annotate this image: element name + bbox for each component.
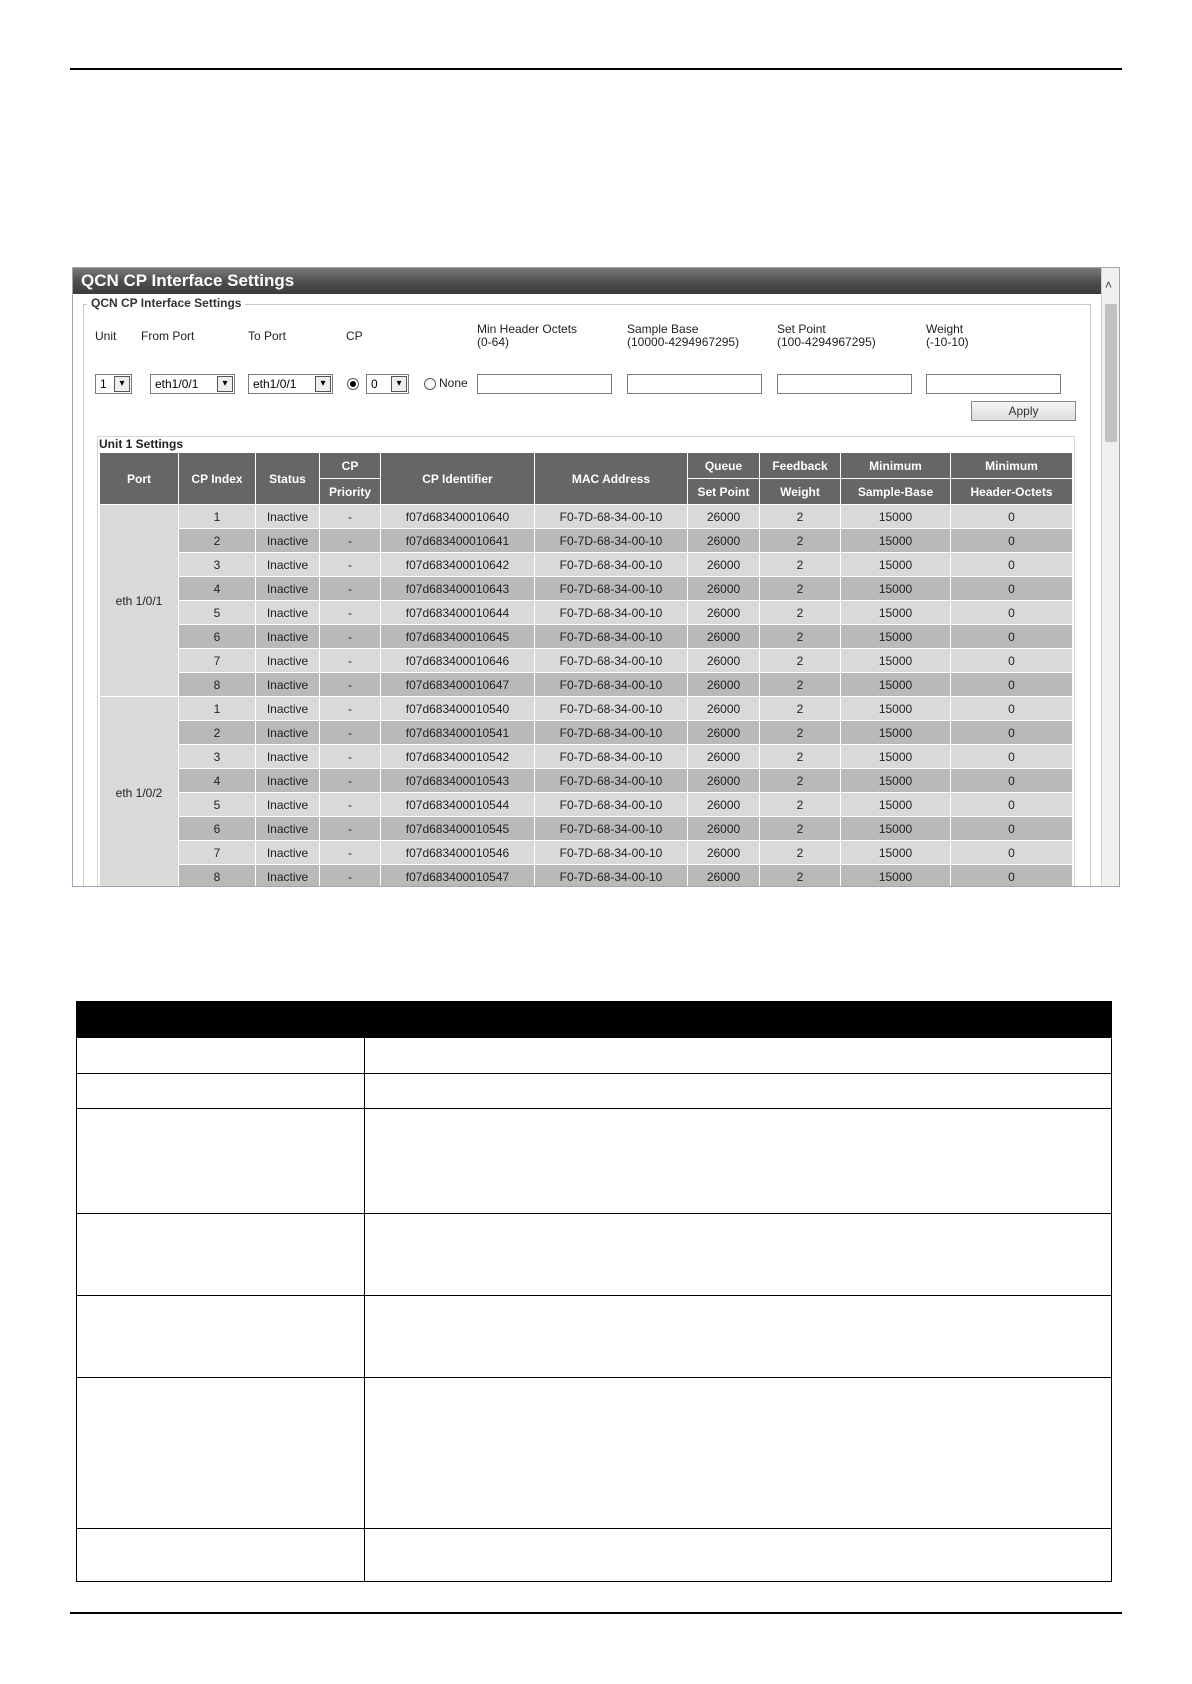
col-port: Port bbox=[100, 453, 179, 505]
cell-mac-address: F0-7D-68-34-00-10 bbox=[535, 697, 688, 721]
cell-status: Inactive bbox=[256, 577, 320, 601]
set-point-range: (100-4294967295) bbox=[777, 335, 876, 349]
panel-title: QCN CP Interface Settings bbox=[73, 268, 1101, 294]
cell-cp-priority: - bbox=[320, 697, 381, 721]
cell-cp-index: 1 bbox=[179, 505, 256, 529]
cell-feedback-weight: 2 bbox=[760, 865, 841, 888]
cell-min-sample-base: 15000 bbox=[841, 745, 951, 769]
cell-min-sample-base: 15000 bbox=[841, 817, 951, 841]
cell-min-header-octets: 0 bbox=[951, 553, 1073, 577]
cell-status: Inactive bbox=[256, 505, 320, 529]
cell-feedback-weight: 2 bbox=[760, 577, 841, 601]
cell-min-header-octets: 0 bbox=[951, 841, 1073, 865]
table-row bbox=[100, 649, 1073, 673]
cell-queue-set-point: 26000 bbox=[688, 865, 760, 888]
cell-feedback-weight: 2 bbox=[760, 649, 841, 673]
desc-header-description bbox=[364, 1002, 1111, 1038]
cell-cp-priority: - bbox=[320, 673, 381, 697]
cell-cp-identifier: f07d683400010642 bbox=[381, 553, 535, 577]
qcn-cp-interface-panel bbox=[72, 267, 1120, 887]
table-row bbox=[100, 577, 1073, 601]
from-port-select[interactable] bbox=[150, 374, 235, 394]
cell-min-sample-base: 15000 bbox=[841, 841, 951, 865]
cell-status: Inactive bbox=[256, 553, 320, 577]
cell-cp-priority: - bbox=[320, 841, 381, 865]
table-row bbox=[100, 745, 1073, 769]
cell-cp-index: 3 bbox=[179, 745, 256, 769]
cell-cp-priority: - bbox=[320, 601, 381, 625]
desc-row-param bbox=[77, 1214, 365, 1296]
set-point-label: Set Point bbox=[777, 322, 826, 336]
cell-feedback-weight: 2 bbox=[760, 841, 841, 865]
col-status: Status bbox=[256, 453, 320, 505]
cell-min-header-octets: 0 bbox=[951, 697, 1073, 721]
col-feedback-bottom: Weight bbox=[760, 479, 841, 505]
col-queue-bottom: Set Point bbox=[688, 479, 760, 505]
table-row bbox=[100, 793, 1073, 817]
cell-cp-priority: - bbox=[320, 793, 381, 817]
cell-mac-address: F0-7D-68-34-00-10 bbox=[535, 769, 688, 793]
cell-cp-priority: - bbox=[320, 745, 381, 769]
cell-queue-set-point: 26000 bbox=[688, 697, 760, 721]
cell-min-header-octets: 0 bbox=[951, 865, 1073, 888]
cell-status: Inactive bbox=[256, 625, 320, 649]
cp-select[interactable] bbox=[366, 374, 409, 394]
cell-mac-address: F0-7D-68-34-00-10 bbox=[535, 529, 688, 553]
vertical-scrollbar[interactable] bbox=[1101, 268, 1119, 887]
col-cp-index: CP Index bbox=[179, 453, 256, 505]
desc-row-desc bbox=[364, 1074, 1111, 1109]
cell-cp-priority: - bbox=[320, 649, 381, 673]
col-cp-priority-top: CP bbox=[320, 453, 381, 479]
weight-label: Weight bbox=[926, 322, 964, 336]
cell-cp-index: 6 bbox=[179, 625, 256, 649]
header-rule bbox=[70, 68, 1122, 70]
cell-queue-set-point: 26000 bbox=[688, 649, 760, 673]
cell-min-sample-base: 15000 bbox=[841, 577, 951, 601]
cell-mac-address: F0-7D-68-34-00-10 bbox=[535, 553, 688, 577]
desc-row-param bbox=[77, 1038, 365, 1074]
cp-value-radio[interactable] bbox=[347, 378, 359, 390]
none-label: None bbox=[439, 376, 468, 390]
cell-min-sample-base: 15000 bbox=[841, 697, 951, 721]
cell-queue-set-point: 26000 bbox=[688, 721, 760, 745]
cell-cp-index: 2 bbox=[179, 721, 256, 745]
cell-cp-identifier: f07d683400010640 bbox=[381, 505, 535, 529]
cell-min-header-octets: 0 bbox=[951, 817, 1073, 841]
table-row bbox=[100, 841, 1073, 865]
chevron-down-icon[interactable]: ▾ bbox=[391, 376, 407, 392]
cell-min-sample-base: 15000 bbox=[841, 625, 951, 649]
cell-cp-index: 5 bbox=[179, 601, 256, 625]
cell-cp-identifier: f07d683400010647 bbox=[381, 673, 535, 697]
cell-mac-address: F0-7D-68-34-00-10 bbox=[535, 505, 688, 529]
table-row bbox=[100, 505, 1073, 529]
cell-cp-identifier: f07d683400010644 bbox=[381, 601, 535, 625]
cp-none-radio[interactable] bbox=[424, 378, 436, 390]
weight-input[interactable] bbox=[926, 374, 1061, 394]
unit-label: Unit bbox=[95, 329, 117, 343]
table-row bbox=[100, 697, 1073, 721]
cell-min-header-octets: 0 bbox=[951, 721, 1073, 745]
cell-mac-address: F0-7D-68-34-00-10 bbox=[535, 865, 688, 888]
cell-status: Inactive bbox=[256, 673, 320, 697]
cell-min-header-octets: 0 bbox=[951, 649, 1073, 673]
scrollbar-thumb[interactable] bbox=[1105, 304, 1117, 442]
sample-base-range: (10000-4294967295) bbox=[627, 335, 740, 349]
cell-queue-set-point: 26000 bbox=[688, 793, 760, 817]
cell-feedback-weight: 2 bbox=[760, 673, 841, 697]
cell-cp-identifier: f07d683400010645 bbox=[381, 625, 535, 649]
cell-min-sample-base: 15000 bbox=[841, 529, 951, 553]
desc-header-parameter bbox=[77, 1002, 365, 1038]
cell-cp-index: 7 bbox=[179, 649, 256, 673]
cell-cp-identifier: f07d683400010541 bbox=[381, 721, 535, 745]
cell-min-header-octets: 0 bbox=[951, 673, 1073, 697]
cell-mac-address: F0-7D-68-34-00-10 bbox=[535, 625, 688, 649]
desc-row-param bbox=[77, 1074, 365, 1109]
cell-cp-identifier: f07d683400010547 bbox=[381, 865, 535, 888]
unit-select-value: 1 bbox=[100, 377, 107, 391]
to-port-select[interactable] bbox=[248, 374, 333, 394]
desc-row-param bbox=[77, 1296, 365, 1378]
cell-feedback-weight: 2 bbox=[760, 505, 841, 529]
col-cp-priority-bottom: Priority bbox=[320, 479, 381, 505]
col-min-header-bottom: Header-Octets bbox=[951, 479, 1073, 505]
cell-cp-priority: - bbox=[320, 577, 381, 601]
cell-min-header-octets: 0 bbox=[951, 625, 1073, 649]
cell-min-sample-base: 15000 bbox=[841, 505, 951, 529]
cell-cp-priority: - bbox=[320, 505, 381, 529]
cell-cp-identifier: f07d683400010545 bbox=[381, 817, 535, 841]
cell-feedback-weight: 2 bbox=[760, 529, 841, 553]
cell-mac-address: F0-7D-68-34-00-10 bbox=[535, 817, 688, 841]
cell-min-header-octets: 0 bbox=[951, 793, 1073, 817]
cp-settings-table bbox=[99, 452, 1073, 887]
col-min-header-top: Minimum bbox=[951, 453, 1073, 479]
cell-cp-index: 6 bbox=[179, 817, 256, 841]
cell-feedback-weight: 2 bbox=[760, 697, 841, 721]
cell-status: Inactive bbox=[256, 601, 320, 625]
min-header-octets-label: Min Header Octets bbox=[477, 322, 578, 336]
desc-row-desc bbox=[364, 1529, 1111, 1582]
cell-feedback-weight: 2 bbox=[760, 817, 841, 841]
cp-table-body bbox=[100, 505, 1073, 888]
cell-status: Inactive bbox=[256, 841, 320, 865]
chevron-down-icon[interactable]: ▾ bbox=[114, 376, 130, 392]
from-port-label: From Port bbox=[141, 329, 195, 343]
cell-queue-set-point: 26000 bbox=[688, 769, 760, 793]
cell-queue-set-point: 26000 bbox=[688, 673, 760, 697]
cell-status: Inactive bbox=[256, 721, 320, 745]
desc-row-desc bbox=[364, 1296, 1111, 1378]
cp-label: CP bbox=[346, 329, 363, 343]
apply-button[interactable]: Apply bbox=[971, 401, 1076, 421]
cell-queue-set-point: 26000 bbox=[688, 601, 760, 625]
cell-cp-index: 3 bbox=[179, 553, 256, 577]
desc-row-desc bbox=[364, 1214, 1111, 1296]
cell-mac-address: F0-7D-68-34-00-10 bbox=[535, 745, 688, 769]
fieldset-legend: QCN CP Interface Settings bbox=[87, 296, 245, 310]
cell-min-sample-base: 15000 bbox=[841, 601, 951, 625]
chevron-down-icon[interactable]: ▾ bbox=[315, 376, 331, 392]
min-header-octets-range: (0-64) bbox=[477, 335, 510, 349]
cell-cp-index: 2 bbox=[179, 529, 256, 553]
cell-mac-address: F0-7D-68-34-00-10 bbox=[535, 577, 688, 601]
cell-cp-priority: - bbox=[320, 529, 381, 553]
cell-min-sample-base: 15000 bbox=[841, 865, 951, 888]
cell-cp-index: 8 bbox=[179, 865, 256, 888]
cell-cp-index: 4 bbox=[179, 577, 256, 601]
table-row bbox=[100, 529, 1073, 553]
cell-min-header-octets: 0 bbox=[951, 769, 1073, 793]
cell-queue-set-point: 26000 bbox=[688, 625, 760, 649]
cell-min-sample-base: 15000 bbox=[841, 721, 951, 745]
table-row bbox=[100, 721, 1073, 745]
set-point-input[interactable] bbox=[777, 374, 912, 394]
chevron-up-icon[interactable]: ˄ bbox=[1105, 278, 1113, 292]
col-queue-top: Queue bbox=[688, 453, 760, 479]
cell-min-header-octets: 0 bbox=[951, 577, 1073, 601]
table-row bbox=[100, 553, 1073, 577]
cp-select-value: 0 bbox=[371, 377, 378, 391]
from-port-value: eth1/0/1 bbox=[155, 377, 199, 391]
cell-min-header-octets: 0 bbox=[951, 505, 1073, 529]
desc-row-param bbox=[77, 1109, 365, 1214]
cell-cp-index: 1 bbox=[179, 697, 256, 721]
table-row bbox=[100, 769, 1073, 793]
cell-port: eth 1/0/1 bbox=[100, 505, 179, 697]
cell-cp-identifier: f07d683400010542 bbox=[381, 745, 535, 769]
cell-queue-set-point: 26000 bbox=[688, 505, 760, 529]
cell-cp-identifier: f07d683400010546 bbox=[381, 841, 535, 865]
table-row bbox=[100, 817, 1073, 841]
to-port-label: To Port bbox=[248, 329, 287, 343]
cell-feedback-weight: 2 bbox=[760, 721, 841, 745]
cell-queue-set-point: 26000 bbox=[688, 817, 760, 841]
cell-feedback-weight: 2 bbox=[760, 793, 841, 817]
cell-cp-index: 8 bbox=[179, 673, 256, 697]
cell-cp-identifier: f07d683400010641 bbox=[381, 529, 535, 553]
cell-min-header-octets: 0 bbox=[951, 601, 1073, 625]
cell-feedback-weight: 2 bbox=[760, 769, 841, 793]
unit-select[interactable] bbox=[95, 374, 132, 394]
chevron-down-icon[interactable]: ▾ bbox=[217, 376, 233, 392]
cell-queue-set-point: 26000 bbox=[688, 553, 760, 577]
cell-cp-identifier: f07d683400010540 bbox=[381, 697, 535, 721]
table-row bbox=[100, 673, 1073, 697]
cell-mac-address: F0-7D-68-34-00-10 bbox=[535, 841, 688, 865]
col-min-sample-bottom: Sample-Base bbox=[841, 479, 951, 505]
cell-status: Inactive bbox=[256, 793, 320, 817]
cell-cp-index: 7 bbox=[179, 841, 256, 865]
cell-cp-priority: - bbox=[320, 817, 381, 841]
cell-status: Inactive bbox=[256, 745, 320, 769]
cell-min-sample-base: 15000 bbox=[841, 769, 951, 793]
to-port-value: eth1/0/1 bbox=[253, 377, 297, 391]
weight-range: (-10-10) bbox=[926, 335, 969, 349]
cell-mac-address: F0-7D-68-34-00-10 bbox=[535, 649, 688, 673]
cell-status: Inactive bbox=[256, 649, 320, 673]
sample-base-input[interactable] bbox=[627, 374, 762, 394]
cell-min-sample-base: 15000 bbox=[841, 673, 951, 697]
col-feedback-top: Feedback bbox=[760, 453, 841, 479]
cell-status: Inactive bbox=[256, 817, 320, 841]
cell-min-sample-base: 15000 bbox=[841, 649, 951, 673]
cell-cp-identifier: f07d683400010543 bbox=[381, 769, 535, 793]
cell-queue-set-point: 26000 bbox=[688, 577, 760, 601]
cell-mac-address: F0-7D-68-34-00-10 bbox=[535, 601, 688, 625]
cell-port: eth 1/0/2 bbox=[100, 697, 179, 888]
cell-feedback-weight: 2 bbox=[760, 601, 841, 625]
cell-cp-identifier: f07d683400010544 bbox=[381, 793, 535, 817]
cell-cp-priority: - bbox=[320, 553, 381, 577]
cell-status: Inactive bbox=[256, 697, 320, 721]
cell-min-header-octets: 0 bbox=[951, 745, 1073, 769]
cell-feedback-weight: 2 bbox=[760, 745, 841, 769]
cell-mac-address: F0-7D-68-34-00-10 bbox=[535, 673, 688, 697]
table-row bbox=[100, 865, 1073, 888]
desc-row-desc bbox=[364, 1378, 1111, 1529]
cell-cp-priority: - bbox=[320, 769, 381, 793]
desc-row-desc bbox=[364, 1038, 1111, 1074]
cell-mac-address: F0-7D-68-34-00-10 bbox=[535, 793, 688, 817]
col-cp-identifier: CP Identifier bbox=[381, 453, 535, 505]
cell-cp-index: 4 bbox=[179, 769, 256, 793]
cell-status: Inactive bbox=[256, 865, 320, 888]
cell-cp-identifier: f07d683400010643 bbox=[381, 577, 535, 601]
cell-cp-index: 5 bbox=[179, 793, 256, 817]
min-header-octets-input[interactable] bbox=[477, 374, 612, 394]
cell-status: Inactive bbox=[256, 529, 320, 553]
cell-queue-set-point: 26000 bbox=[688, 745, 760, 769]
desc-row-desc bbox=[364, 1109, 1111, 1214]
desc-row-param bbox=[77, 1378, 365, 1529]
cell-mac-address: F0-7D-68-34-00-10 bbox=[535, 721, 688, 745]
parameter-description-table bbox=[76, 1001, 1112, 1582]
cell-queue-set-point: 26000 bbox=[688, 841, 760, 865]
cell-cp-priority: - bbox=[320, 721, 381, 745]
cell-min-sample-base: 15000 bbox=[841, 793, 951, 817]
table-row bbox=[100, 601, 1073, 625]
cell-cp-priority: - bbox=[320, 865, 381, 888]
cell-queue-set-point: 26000 bbox=[688, 529, 760, 553]
cell-min-header-octets: 0 bbox=[951, 529, 1073, 553]
sample-base-label: Sample Base bbox=[627, 322, 699, 336]
cell-feedback-weight: 2 bbox=[760, 625, 841, 649]
cell-cp-identifier: f07d683400010646 bbox=[381, 649, 535, 673]
unit-settings-title: Unit 1 Settings bbox=[99, 437, 184, 451]
desc-row-param bbox=[77, 1529, 365, 1582]
cell-min-sample-base: 15000 bbox=[841, 553, 951, 577]
table-row bbox=[100, 625, 1073, 649]
col-min-sample-top: Minimum bbox=[841, 453, 951, 479]
cell-status: Inactive bbox=[256, 769, 320, 793]
footer-rule bbox=[70, 1612, 1122, 1614]
cell-cp-priority: - bbox=[320, 625, 381, 649]
col-mac-address: MAC Address bbox=[535, 453, 688, 505]
cell-feedback-weight: 2 bbox=[760, 553, 841, 577]
